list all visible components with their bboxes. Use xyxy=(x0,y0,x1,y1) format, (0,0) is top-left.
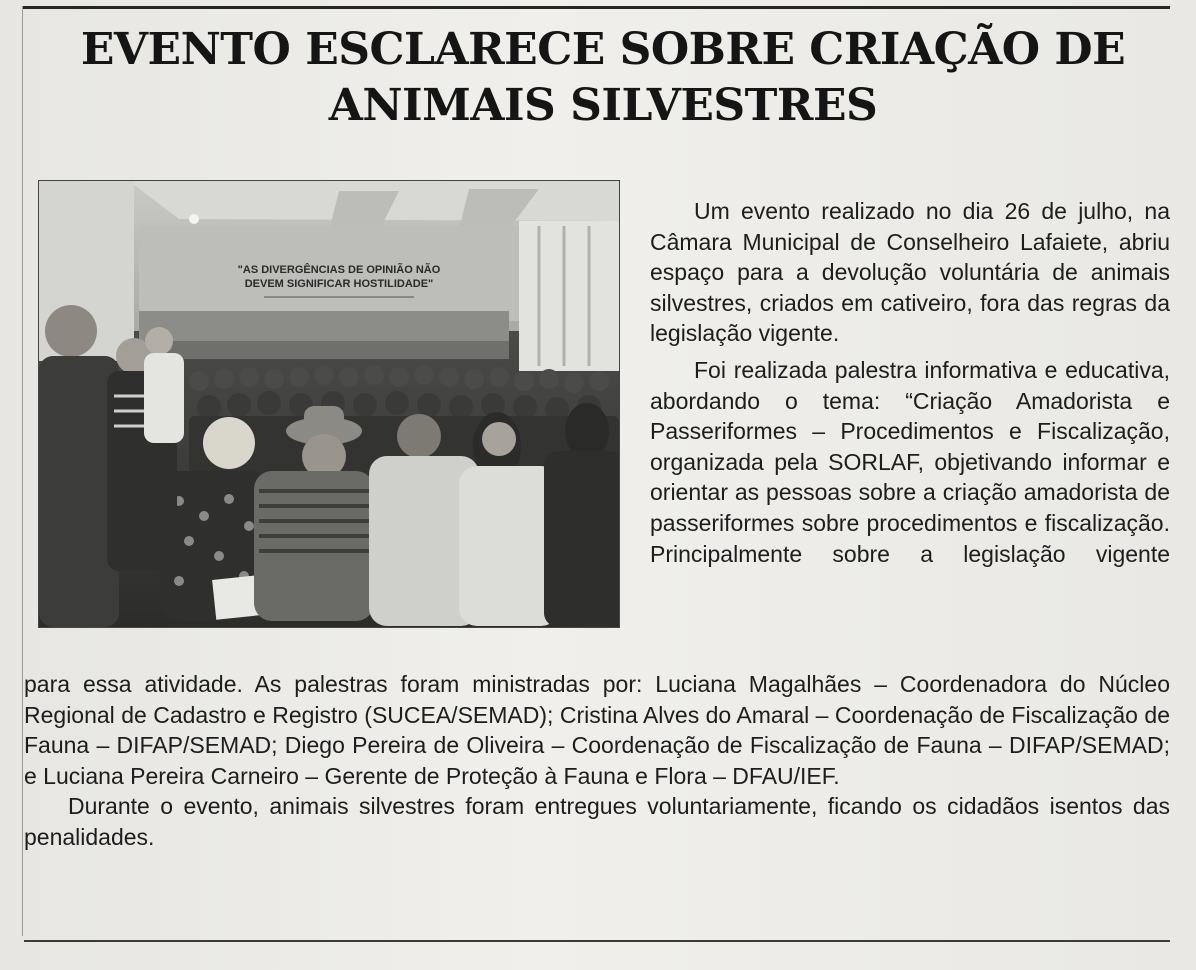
right-column-text xyxy=(650,196,1170,569)
event-photo xyxy=(38,180,620,628)
paragraph-2-continued: para essa atividade. As palestras foram ministradas por: Luciana Magalhães – Coordenadora do Núcleo Regional de Cadastro e Registro (SUCEA/SEMAD); Cristina Alves do Amaral – Coordenação de Fiscalização de Fauna – DIFAP/SEMAD; Diego Pereira de Oliveira – Coordenação de Fiscalização de Fauna – DIFAP/SEMAD; e Luciana Pereira Carneiro – Gerente de Proteção à Fauna e Flora – DFAU/IEF. xyxy=(24,671,1170,789)
top-rule xyxy=(22,6,1170,9)
banner-text-line1: "AS DIVERGÊNCIAS DE OPINIÃO NÃO xyxy=(237,264,441,276)
bottom-rule xyxy=(24,940,1170,942)
banner-text-line2: DEVEM SIGNIFICAR HOSTILIDADE" xyxy=(244,278,434,290)
left-rule xyxy=(22,6,23,936)
paragraph-3: Durante o evento, animais silvestres foram entregues voluntariamente, ficando os cidadãos isentos das penalidades. xyxy=(24,793,1170,850)
full-width-text xyxy=(24,669,1170,853)
article-headline: EVENTO ESCLARECE SOBRE CRIAÇÃO DE ANIMAIS SILVESTRES xyxy=(80,24,1126,131)
paragraph-2-right: Foi realizada palestra informativa e educativa, abordando o tema: “Criação Amadorista e Passeriformes – Procedimentos e Fiscalização, organizada pela SORLAF, objetivando informar e orientar as pessoas sobre a criação amadorista de passeriformes sobre procedimentos e fiscalização. Principalmente sobre a legislação vigente xyxy=(650,356,1170,567)
paragraph-1: Um evento realizado no dia 26 de julho, na Câmara Municipal de Conselheiro Lafaiete, abriu espaço para a devolução voluntária de animais silvestres, criados em cativeiro, fora das regras da legislação vigente. xyxy=(650,198,1170,347)
